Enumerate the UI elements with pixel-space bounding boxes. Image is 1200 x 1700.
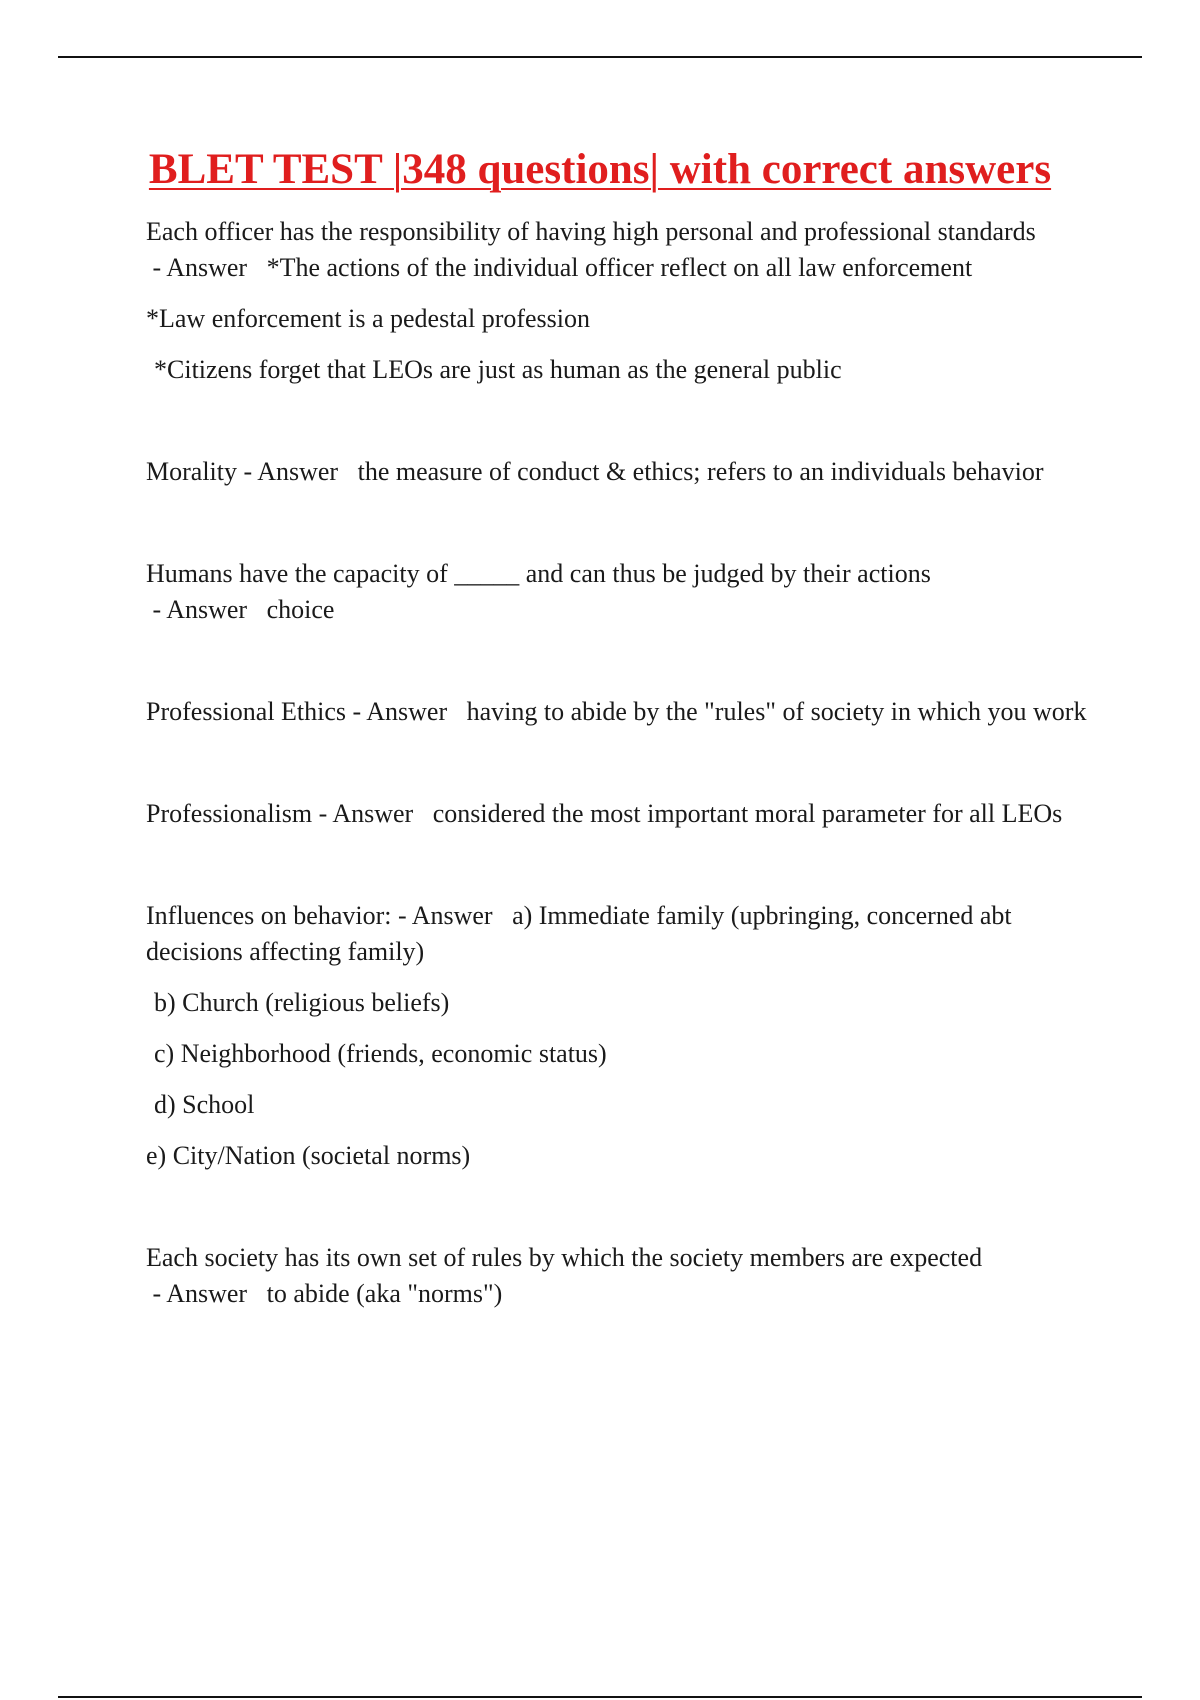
qa-text xyxy=(146,796,1096,832)
question-term: Professionalism xyxy=(146,799,313,828)
answer-separator: - Answer xyxy=(312,799,433,828)
qa-entry xyxy=(146,214,1096,388)
answer-separator: - Answer xyxy=(391,901,513,930)
qa-text xyxy=(146,1240,1096,1312)
qa-text xyxy=(146,454,1096,490)
qa-text xyxy=(146,556,1096,628)
answer-extra-line: c) Neighborhood (friends, economic status) xyxy=(154,1039,607,1068)
answer-separator: - Answer xyxy=(237,457,358,486)
answer-extra-line: *Law enforcement is a pedestal profession xyxy=(146,304,591,333)
document-title: BLET TEST |348 questions| with correct answers xyxy=(148,146,1052,193)
answer-separator: - Answer xyxy=(146,253,267,282)
answer-text: a) Immediate family (upbringing, concerned abt decisions affecting family) xyxy=(146,901,1012,966)
top-rule xyxy=(58,56,1142,58)
answer-text: the measure of conduct & ethics; refers to an individuals behavior xyxy=(357,457,1044,486)
answer-extra-line: e) City/Nation (societal norms) xyxy=(146,1141,471,1170)
answer-text: to abide (aka "norms") xyxy=(266,1279,503,1308)
qa-entry xyxy=(146,796,1096,832)
answer-separator: - Answer xyxy=(146,1279,267,1308)
answer-extra-line: d) School xyxy=(154,1090,255,1119)
answer-text: having to abide by the "rules" of society in which you work xyxy=(466,697,1087,726)
answer-extra-line: *Citizens forget that LEOs are just as human as the general public xyxy=(154,355,842,384)
answer-extra-line: b) Church (religious beliefs) xyxy=(154,988,450,1017)
question-term: Influences on behavior: xyxy=(146,901,392,930)
qa-entry xyxy=(146,556,1096,628)
qa-entry xyxy=(146,454,1096,490)
document-body xyxy=(146,214,1096,1312)
question-term: Professional Ethics xyxy=(146,697,347,726)
question-term: Each society has its own set of rules by which the society members are expected xyxy=(146,1243,983,1272)
qa-entry xyxy=(146,898,1096,1174)
qa-text xyxy=(146,898,1096,970)
answer-text: *The actions of the individual officer reflect on all law enforcement xyxy=(266,253,973,282)
question-term: Each officer has the responsibility of having high personal and professional standards xyxy=(146,217,1036,246)
qa-text xyxy=(146,214,1096,286)
qa-text xyxy=(146,694,1096,730)
answer-separator: - Answer xyxy=(146,595,267,624)
answer-text: choice xyxy=(266,595,335,624)
qa-entry xyxy=(146,694,1096,730)
bottom-rule xyxy=(58,1696,1142,1698)
answer-separator: - Answer xyxy=(346,697,467,726)
qa-entry xyxy=(146,1240,1096,1312)
answer-text: considered the most important moral parameter for all LEOs xyxy=(432,799,1063,828)
question-term: Humans have the capacity of _____ and can thus be judged by their actions xyxy=(146,559,931,588)
question-term: Morality xyxy=(146,457,237,486)
